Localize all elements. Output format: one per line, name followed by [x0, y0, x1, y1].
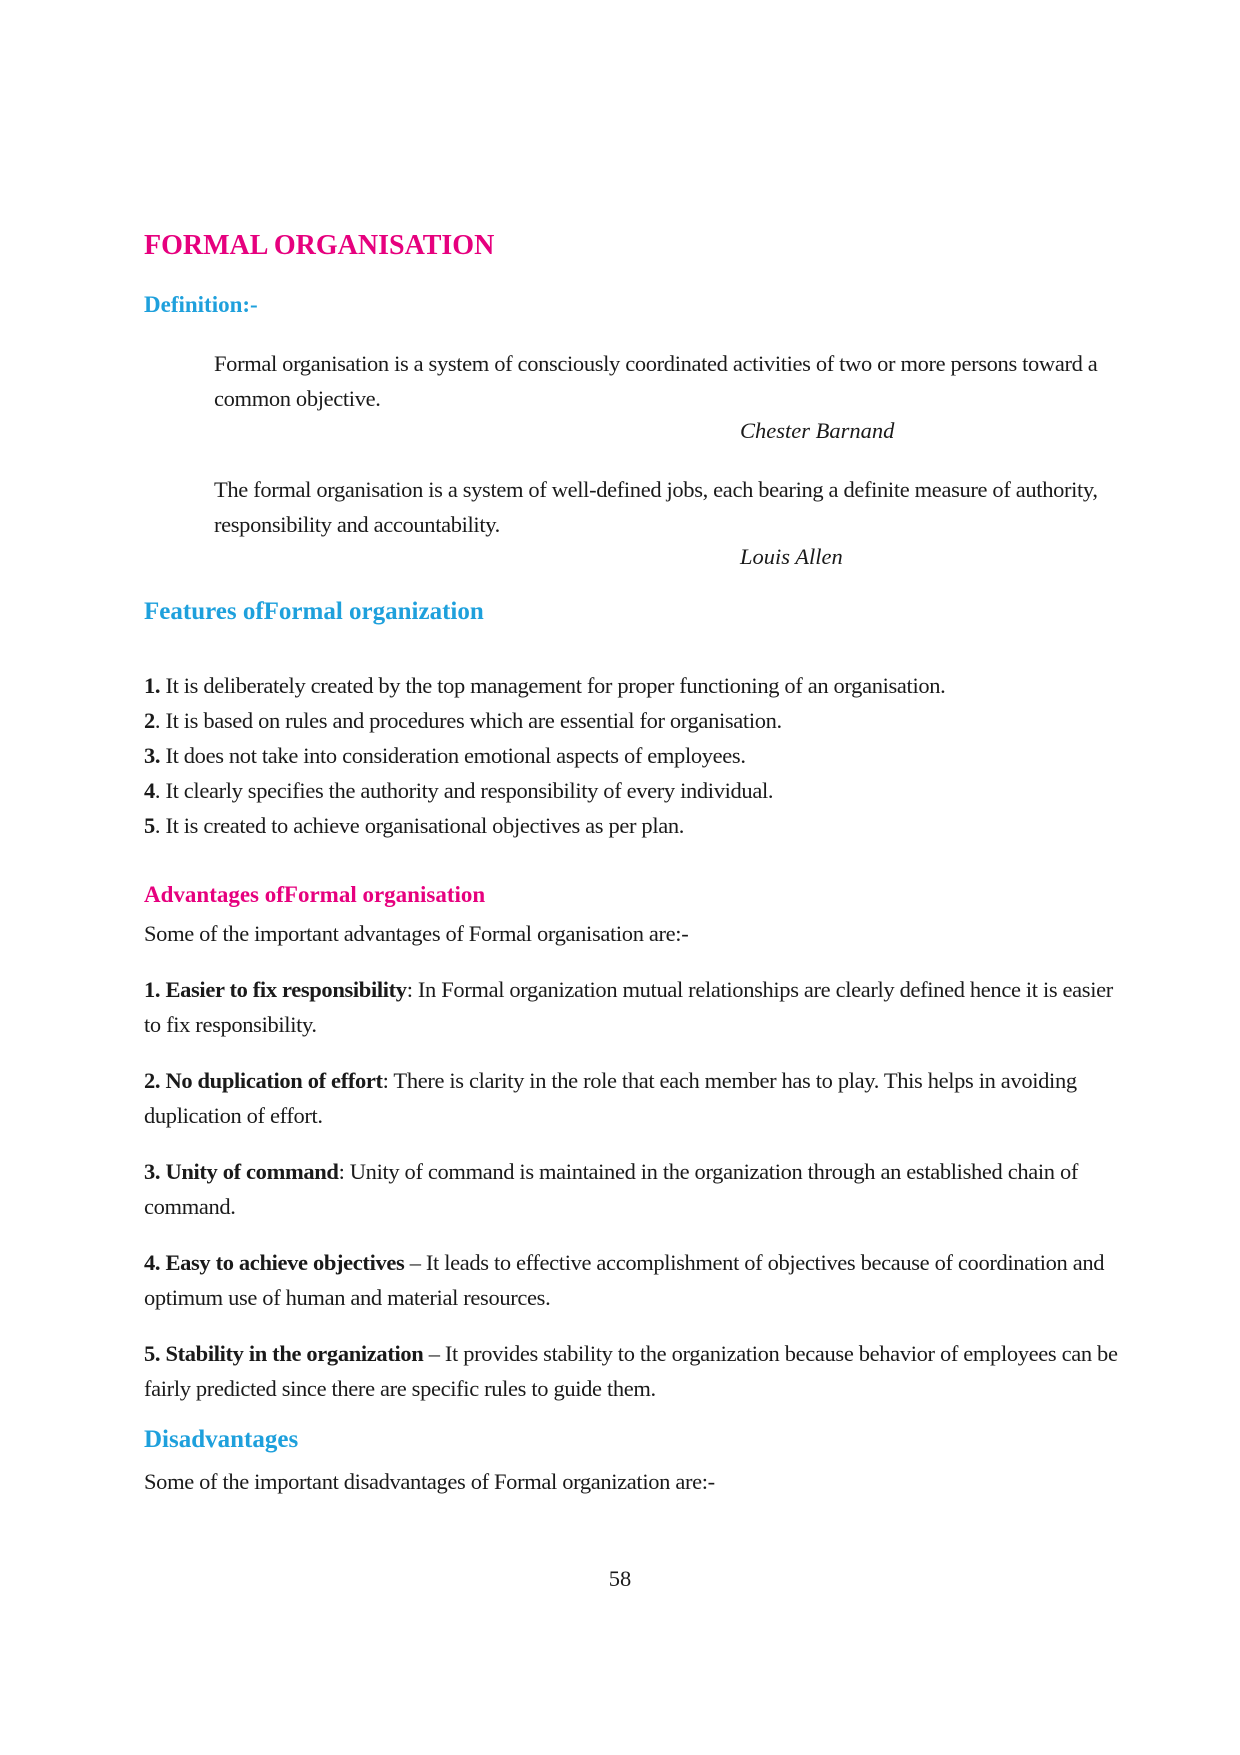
advantage-item [144, 1245, 1129, 1315]
advantage-text: : In Formal organization mutual relationships are clearly defined hence it is easier to fix responsibility. [144, 977, 1113, 1037]
advantage-text: : There is clarity in the role that each member has to play. This helps in avoiding duplication of effort. [144, 1068, 1077, 1128]
page-title: FORMAL ORGANISATION [144, 230, 495, 261]
definition-author-2: Louis Allen [740, 544, 843, 569]
feature-text: . It is based on rules and procedures which are essential for organisation. [154, 708, 782, 733]
feature-item [144, 773, 945, 808]
feature-item [144, 703, 945, 738]
feature-text: . It clearly specifies the authority and responsibility of every individual. [154, 778, 774, 803]
definition-quote-1: Formal organisation is a system of consciously coordinated activities of two or more persons toward a common objective. [214, 351, 1098, 411]
feature-item [144, 668, 945, 703]
feature-number: 2 [144, 708, 155, 733]
feature-text: It is deliberately created by the top management for proper functioning of an organisation. [160, 673, 946, 698]
advantages-intro: Some of the important advantages of Formal organisation are:- [144, 921, 689, 946]
features-heading: Features ofFormal organization [144, 598, 484, 625]
advantage-term: 4. Easy to achieve objectives [144, 1250, 405, 1275]
advantages-list [144, 972, 1129, 1427]
advantage-term: 5. Stability in the organization [144, 1341, 424, 1366]
advantage-item [144, 972, 1129, 1042]
advantage-text: – It provides stability to the organization because behavior of employees can be fairly predicted since there are specific rules to guide them. [144, 1341, 1118, 1401]
advantage-term: 1. Easier to fix responsibility [144, 977, 407, 1002]
advantage-item [144, 1063, 1129, 1133]
advantage-term: 3. Unity of command [144, 1159, 339, 1184]
advantage-term: 2. No duplication of effort [144, 1068, 383, 1093]
advantage-item [144, 1154, 1129, 1224]
page-number: 58 [608, 1566, 632, 1591]
definition-quote-2: The formal organisation is a system of well-defined jobs, each bearing a definite measure of authority, responsibility and accountability. [214, 477, 1098, 537]
feature-text: . It is created to achieve organisational objectives as per plan. [154, 813, 685, 838]
features-list [144, 668, 945, 843]
definition-author-1: Chester Barnand [740, 418, 895, 443]
advantage-text: : Unity of command is maintained in the organization through an established chain of command. [144, 1159, 1078, 1219]
advantages-heading: Advantages ofFormal organisation [144, 882, 486, 907]
definition-heading: Definition:- [144, 292, 258, 317]
feature-item [144, 808, 945, 843]
disadvantages-heading: Disadvantages [144, 1426, 299, 1453]
advantage-text: – It leads to effective accomplishment of objectives because of coordination and optimum use of human and material resources. [144, 1250, 1105, 1310]
feature-number: 1. [144, 673, 161, 698]
feature-item [144, 738, 945, 773]
feature-number: 3. [144, 743, 161, 768]
advantage-item [144, 1336, 1129, 1406]
disadvantages-intro: Some of the important disadvantages of Formal organization are:- [144, 1469, 715, 1494]
feature-number: 4 [144, 778, 155, 803]
feature-number: 5 [144, 813, 155, 838]
feature-text: It does not take into consideration emotional aspects of employees. [160, 743, 746, 768]
